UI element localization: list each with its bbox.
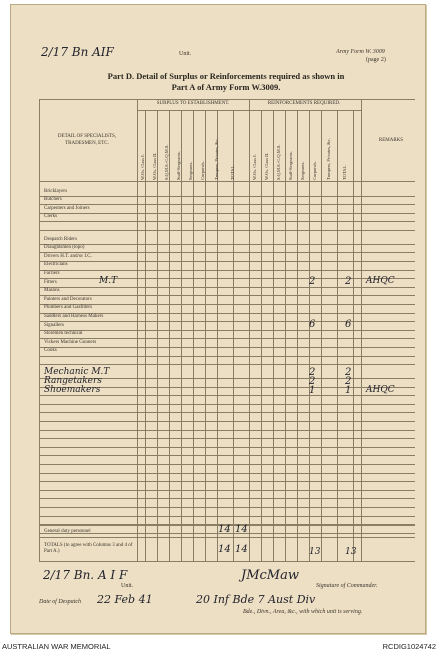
reinforcement-col-header: W.Os. Class I. — [252, 154, 257, 180]
date-handwritten: 22 Feb 41 — [97, 593, 153, 606]
column-rule — [273, 110, 274, 561]
page-ref: (page 2) — [366, 57, 386, 63]
row-label: Cooks — [44, 348, 57, 354]
reinforcement-col-header: Corporals. — [312, 161, 317, 180]
reinforcement-col-header: W.Os. Class II. — [264, 152, 269, 180]
row-rule — [39, 364, 415, 365]
totals-corporals: 13 — [309, 547, 321, 557]
row-rule — [39, 221, 415, 222]
footer-right: RCDIG1024742 — [382, 642, 436, 651]
reinforcement-total-value: 6 — [345, 319, 352, 331]
form-page — [10, 4, 426, 634]
column-rule — [297, 110, 298, 561]
commander-signature: JMcMaw — [241, 568, 299, 583]
row-rule — [39, 230, 415, 231]
row-rule — [39, 455, 415, 456]
reinforcement-col-header: S.Q.M.S.-C.Q.M.S. — [276, 144, 281, 180]
general-duty-total: 14 — [235, 524, 248, 535]
reinforcement-col-header: Sergeants. — [300, 161, 305, 180]
signature-label: Signature of Commander. — [316, 583, 378, 589]
reinforcement-total-value: 2 — [345, 367, 352, 379]
row-rule — [39, 516, 415, 517]
row-handwritten-label: M.T — [99, 276, 118, 287]
row-label: Bricklayers — [44, 188, 68, 194]
row-label: Plumbers and Gasfitters — [44, 305, 93, 311]
reinforcement-corporals-value: 2 — [309, 367, 316, 379]
row-label: Masons — [44, 288, 60, 294]
row-rule — [39, 330, 415, 331]
row-rule — [39, 287, 415, 288]
surplus-col-header: S.Q.M.S.-C.Q.M.S. — [164, 144, 169, 180]
table-bottom-rule — [39, 561, 415, 562]
remarks-value: AHQC — [366, 276, 395, 287]
column-rule — [157, 110, 158, 561]
column-rule — [145, 110, 146, 561]
row-rule — [39, 321, 415, 322]
reinforcement-corporals-value: 2 — [309, 375, 316, 387]
row-label: Painters and Decorators — [44, 296, 92, 302]
column-rule — [321, 110, 322, 561]
row-label: Storemen technical — [44, 331, 83, 337]
row-label: Draughtsmen (topo) — [44, 245, 85, 251]
date-label: Date of Despatch — [39, 599, 81, 605]
reinforcement-col-header: TOTAL. — [342, 164, 347, 180]
row-rule — [39, 498, 415, 499]
reinforcement-col-header: Staff-Sergeants. — [288, 151, 293, 180]
surplus-col-header: Staff-Sergeants. — [176, 151, 181, 180]
formation-label: Bde., Divn., Area, &c., with which unit is serving. — [243, 609, 363, 615]
reinforcement-total-value: 2 — [345, 375, 352, 387]
row-rule — [39, 204, 415, 205]
row-rule — [39, 395, 415, 396]
surplus-header: SURPLUS TO ESTABLISHMENT. — [156, 101, 230, 106]
totals-total: 14 — [235, 544, 248, 555]
column-rule — [193, 110, 194, 561]
column-rule — [205, 110, 206, 561]
row-rule — [39, 295, 415, 296]
details-table — [11, 5, 425, 633]
row-handwritten-label: Rangetakers — [44, 375, 102, 386]
totals-rule — [39, 537, 415, 538]
column-rule — [353, 110, 354, 561]
row-rule — [39, 244, 415, 245]
reinforcement-total-value: 1 — [345, 384, 352, 396]
row-label: Vickers Machine Gunners — [44, 339, 97, 345]
column-rule — [309, 110, 310, 561]
row-rule — [39, 347, 415, 348]
footer-left: AUSTRALIAN WAR MEMORIAL — [2, 642, 111, 651]
row-rule — [39, 464, 415, 465]
row-handwritten-label: Mechanic M.T — [44, 367, 110, 378]
row-rule — [39, 356, 415, 357]
row-rule — [39, 447, 415, 448]
row-rule — [39, 304, 415, 305]
reinforcement-corporals-value: 6 — [309, 319, 316, 331]
row-rule — [39, 261, 415, 262]
row-rule — [39, 196, 415, 197]
row-rule — [39, 473, 415, 474]
general-duty-label: General duty personnel — [44, 529, 91, 534]
row-label: Farriers — [44, 271, 60, 277]
row-label: Saddlers and Harness Makers — [44, 314, 104, 320]
row-label: Electricians — [44, 262, 68, 268]
surplus-col-header: Troopers, Privates, &c. — [214, 138, 219, 180]
reinforcement-corporals-value: 2 — [309, 276, 316, 288]
surplus-col-header: W.Os. Class I. — [140, 154, 145, 180]
row-rule — [39, 490, 415, 491]
column-rule — [285, 110, 286, 561]
detail-header: DETAIL OF SPECIALISTS, TRADESMEN, ETC. — [57, 134, 117, 146]
row-label: Signallers — [44, 322, 64, 328]
row-rule — [39, 438, 415, 439]
signature-unit-label: Unit. — [121, 583, 134, 589]
surplus-col-header: Corporals. — [200, 161, 205, 180]
row-label: Carpenters and Joiners — [44, 205, 90, 211]
row-rule — [39, 412, 415, 413]
surplus-col-header: Sergeants. — [188, 161, 193, 180]
row-label: Fitters — [44, 279, 57, 285]
form-title-line2: Part A of Army Form W.3009. — [171, 82, 281, 92]
column-rule — [181, 110, 182, 561]
remarks-header: REMARKS — [378, 138, 404, 143]
general-duty-troopers: 14 — [218, 524, 231, 535]
reinforcement-corporals-value: 1 — [309, 384, 316, 396]
formation-handwritten: 20 Inf Bde 7 Aust Div — [196, 593, 316, 606]
reinforcement-total-value: 2 — [345, 276, 352, 288]
form-ref: Army Form W. 3009 — [336, 49, 385, 55]
column-rule — [337, 110, 338, 561]
unit-handwritten: 2/17 Bn AIF — [41, 45, 114, 59]
reinforcement-col-header: Troopers, Privates, &c. — [326, 138, 331, 180]
row-rule — [39, 507, 415, 508]
row-rule — [39, 430, 415, 431]
row-rule — [39, 404, 415, 405]
row-rule — [39, 421, 415, 422]
row-label: Despatch Riders — [44, 236, 77, 242]
row-handwritten-label: Shoemakers — [44, 384, 101, 395]
totals-reinf-total: 13 — [345, 547, 357, 557]
surplus-col-header: TOTAL. — [230, 164, 235, 180]
remarks-value: AHQC — [366, 384, 395, 395]
row-label: Butchers — [44, 197, 62, 203]
footer — [0, 640, 440, 654]
row-label: Clerks — [44, 214, 58, 220]
signature-unit-handwritten: 2/17 Bn. A I F — [43, 568, 128, 582]
column-rule — [261, 110, 262, 561]
row-rule — [39, 252, 415, 253]
table-top-rule — [39, 99, 415, 100]
row-rule — [39, 213, 415, 214]
form-title-line1: Part D. Detail of Surplus or Reinforcements required as shown in — [107, 71, 345, 81]
row-rule — [39, 270, 415, 271]
unit-label: Unit. — [179, 51, 192, 57]
header-bottom-rule — [39, 181, 415, 182]
totals-label: TOTALS (to agree with Columns 3 and 4 of Part A.) — [44, 543, 133, 554]
row-label: Drivers H.T. and/or I.C. — [44, 253, 92, 259]
row-rule — [39, 481, 415, 482]
column-rule — [169, 110, 170, 561]
totals-troopers: 14 — [218, 544, 231, 555]
surplus-col-header: W.Os. Class II. — [152, 152, 157, 180]
row-rule — [39, 278, 415, 279]
reinforcements-header: REINFORCEMENTS REQUIRED. — [267, 101, 341, 106]
